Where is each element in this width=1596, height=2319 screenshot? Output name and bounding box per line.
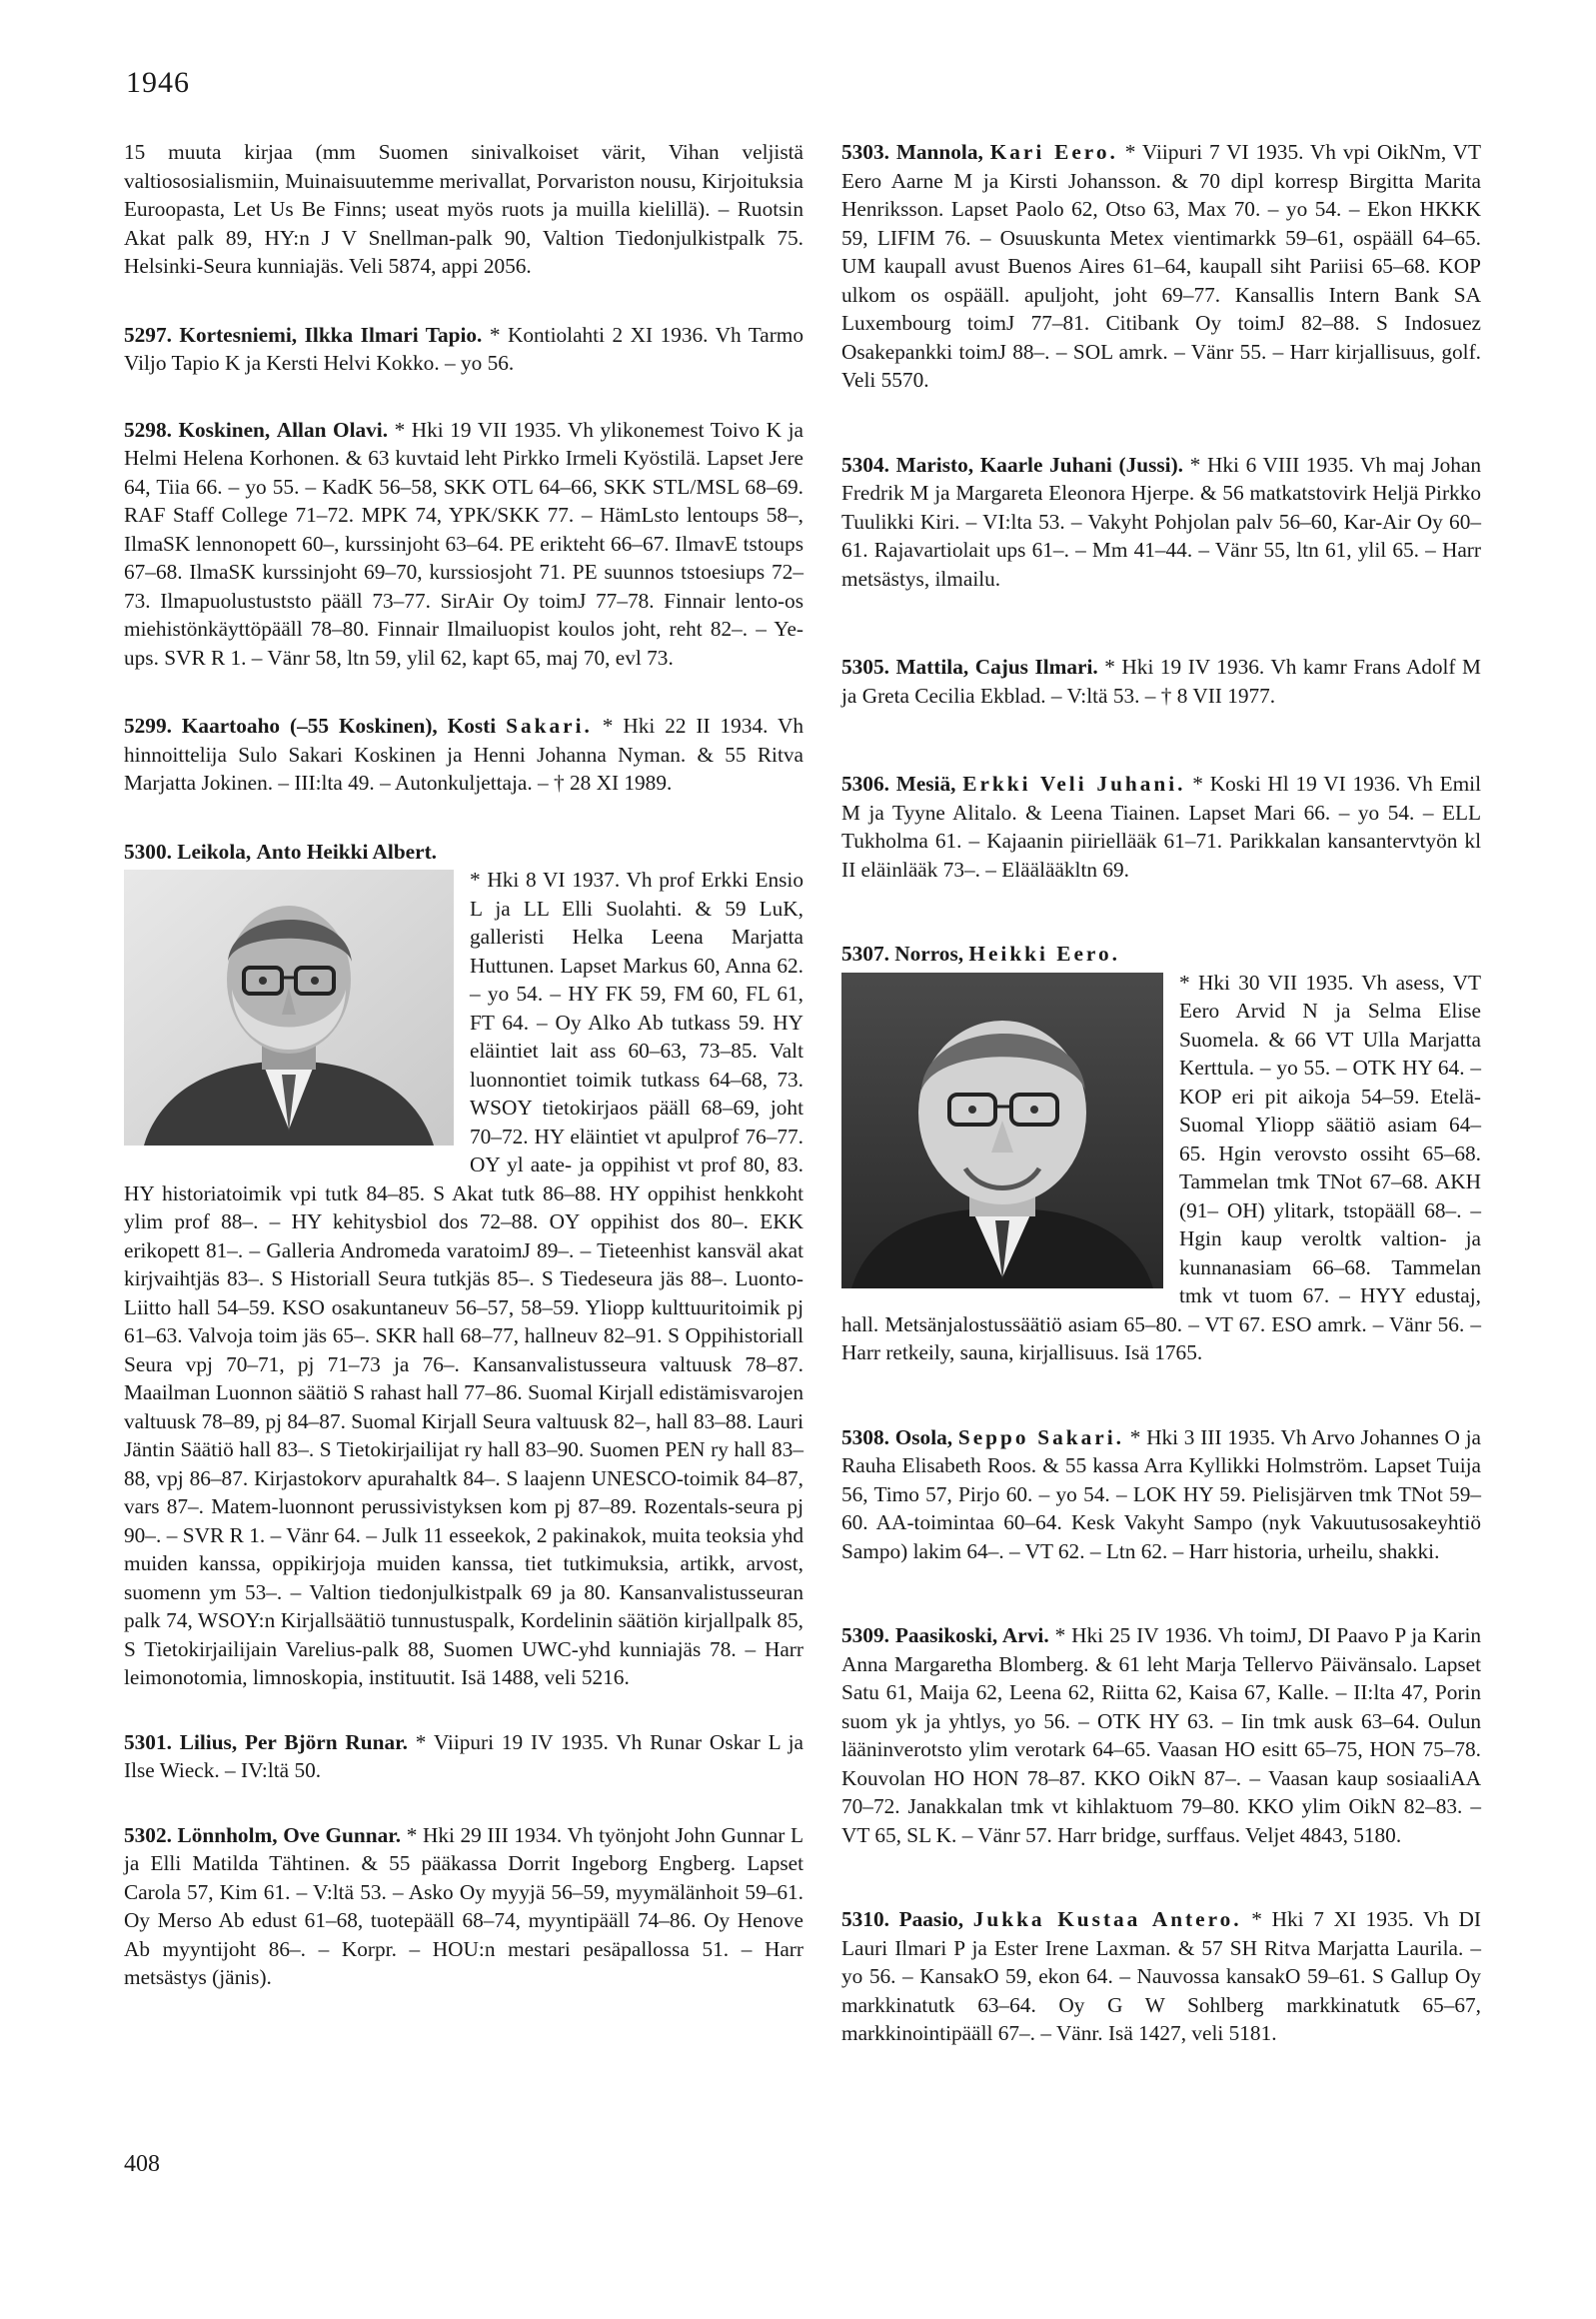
entry-given-names: Allan Olavi.	[276, 417, 389, 442]
entry-5310	[841, 1905, 1481, 2048]
entry-surname: Lönnholm,	[177, 1822, 278, 1847]
entry-surname: Mesiä,	[895, 772, 956, 796]
entry-5306	[841, 770, 1481, 884]
entry-number: 5301.	[124, 1729, 172, 1754]
entry-given-names: Seppo Sakari.	[957, 1424, 1124, 1449]
entry-surname: Koskinen,	[178, 417, 271, 442]
entry-text: * Hki 19 IV 1936. Vh kamr Frans Adolf M ja Greta Cecilia Ekblad. – V:ltä 53. – † 8 VII 1977.	[841, 655, 1481, 708]
entry-surname: Leikola,	[177, 839, 252, 864]
entry-number: 5299.	[124, 714, 172, 738]
entry-continued	[124, 138, 803, 281]
entry-surname: Osola,	[894, 1424, 953, 1449]
entry-surname: Kortesniemi,	[179, 322, 298, 347]
entry-surname: Lilius, Per Björn Runar.	[179, 1729, 408, 1754]
entry-surname: Norros,	[894, 942, 964, 966]
entry-text: 15 muuta kirjaa (mm Suomen sinivalkoiset värit, Vihan veljistä valtiososialismiin, Muinaisuutemme merivallat, Porvariston nousu, Kirjoituksia Euroopasta, Let Us Be Finns; useat myös ruots ja muilla kielillä). – Ruotsin Akat palk 89, HY:n J V Snellman-palk 90, Valtion Tiedonjulkistpalk 75. Helsinki-Seura kunniajäs. Veli 5874, appi 2056.	[124, 140, 803, 278]
entry-given-names: Sakari.	[506, 714, 593, 738]
entry-text: * Hki 19 VII 1935. Vh ylikonemest Toivo K ja Helmi Helena Korhonen. & 63 kuvtaid leht Pirkko Irmeli Kyöstilä. Lapset Jere 64, Tiia 66. – yo 55. – KadK 56–58, SKK OTL 64–66, SKK STL/MSL 68–69. RAF Staff College 71–72. MPK 74, YPK/SKK 77. – HämLsto lentoups 58–, IlmaSK lennonopett 60–, kurssinjoht 63–64. PE erikteht 66–67. IlmavE tstoups 67–68. IlmaSK kurssinjoht 69–70, kurssiosjoht 71. PE suunnos tstoesiups 72–73. Ilmapuolustuststo pääll 73–77. SirAir Oy toimJ 77–78. Finnair lento-os miehistönkäyttöpääll 78–80. Finnair Ilmailuopist koulos joht, reht 82–. – Ye-ups. SVR R 1. – Vänr 58, ltn 59, ylil 62, kapt 65, maj 70, evl 73.	[124, 417, 803, 670]
entry-text: * Hki 30 VII 1935. Vh asess, VT Eero Arvid N ja Selma Elise Suomela. & 66 VT Ulla Marjatta Kerttula. – yo 55. – OTK HY 64. – KOP eri pit aikoja 54–59. Etelä-Suomal Yliopp säätiö asiam 64–65. Hgin verovsto ossiht 65–68. Tammelan tmk TNot 67–68. AKH (91– OH) ylitark, tstopääll 68–. – Hgin kaup veroltk valtion- ja kunnanasiam 66–68. Tammelan tmk vt tuom 67. – HYY edustaj, hall. Metsänjalostussäätiö asiam 65–80. – VT 67. ESO amrk. – Vänr 56. – Harr retkeily, sauna, kirjallisuus. Isä 1765.	[841, 970, 1481, 1364]
entry-number: 5300.	[124, 839, 172, 864]
portrait-photo	[124, 870, 454, 1146]
entry-text: * Hki 3 III 1935. Vh Arvo Johannes O ja Rauha Elisabeth Roos. & 55 kassa Arra Kyllikki Holmström. Lapset Tuija 56, Timo 57, Pirjo 60. – yo 54. – LOK HY 59. Pielisjärven tmk TNot 59–60. AA-toimintaa 60–64. Kesk Vakyht Sampo (nyk Vakuutusosakeyhtiö Sampo) lakim 64–. – VT 62. – Ltn 62. – Harr historia, urheilu, shakki.	[841, 1424, 1482, 1563]
page-number: 408	[124, 2151, 160, 2177]
entry-text: * Hki 22 II 1934. Vh hinnoittelija Sulo Sakari Koskinen ja Henni Johanna Nyman. & 55 Ritva Marjatta Jokinen. – III:lta 49. – Autonkuljettaja. – † 28 XI 1989.	[124, 714, 804, 795]
portrait-photo	[841, 973, 1163, 1288]
entry-given-names: Heikki Eero.	[968, 942, 1120, 966]
entry-surname: Maristo, Kaarle Juhani (Jussi).	[895, 452, 1183, 477]
entry-given-names: Ilkka Ilmari Tapio.	[304, 322, 483, 347]
entry-given-names: Ove Gunnar.	[283, 1822, 402, 1847]
entry-5303	[841, 138, 1481, 395]
entry-surname: Paasikoski, Arvi.	[894, 1623, 1049, 1647]
entry-text: * Hki 25 IV 1936. Vh toimJ, DI Paavo P ja Karin Anna Margaretha Blomberg. & 61 leht Marja Tellervo Päivänsalo. Lapset Satu 61, Maija 62, Leena 62, Riitta 62, Kaisa 67, Kalle. – II:lta 47, Porin suom yk ja yhtlys, yo 56. – OTK HY 63. – Iin tmk ausk 63–64. Oulun lääninverotsto ylim verotark 64–65. Vaasan HO esitt 65–75, HON 75–78. Kouvolan HO HON 78–87. KKO OikN 87–. – Vaasan kaup sosiaaliAA 70–72. Janakkalan tmk vt kihlaktuom 79–80. KKO ylim OikN 82–83. – VT 65, SL K. – Vänr 57. Harr bridge, surffaus. Veljet 4843, 5180.	[841, 1623, 1482, 1847]
entry-number: 5309.	[841, 1623, 889, 1647]
entry-5307	[841, 940, 1481, 1367]
entry-surname: Kaartoaho (–55 Koskinen), Kosti	[181, 714, 497, 738]
entry-text: * Hki 7 XI 1935. Vh DI Lauri Ilmari P ja Ester Irene Laxman. & 57 SH Ritva Marjatta Laurila. – yo 56. – KansakO 59, ekon 64. – Nauvossa kansakO 59–61. S Gallup Oy markkinatutk 63–64. Oy G W Sohlberg markkinatutk 65–67, markkinointipääll 67–. – Vänr. Isä 1427, veli 5181.	[841, 1907, 1482, 2045]
left-column	[124, 138, 803, 2048]
entry-surname: Mattila, Cajus Ilmari.	[895, 655, 1098, 679]
entry-5305	[841, 653, 1481, 710]
entry-5302	[124, 1821, 803, 1992]
entry-number: 5303.	[841, 140, 889, 164]
entry-text: * Viipuri 19 IV 1935. Vh Runar Oskar L ja Ilse Wieck. – IV:ltä 50.	[124, 1729, 804, 1782]
entry-number: 5306.	[841, 772, 889, 796]
entry-given-names: Jukka Kustaa Antero.	[972, 1907, 1242, 1931]
entry-number: 5304.	[841, 452, 889, 477]
entry-text: * Koski Hl 19 VI 1936. Vh Emil M ja Tyyne Alitalo. & Leena Tiainen. Lapset Mari 66. – yo 54. – ELL Tukholma 61. – Kajaanin piiriellääk 61–71. Parikkalan kansantervtyön kl II eläinlääk 73–. – Eläälääkltn 69.	[841, 772, 1482, 882]
portrait-photo-image	[124, 870, 454, 1146]
entry-5300	[124, 838, 803, 1692]
entry-text: * Hki 6 VIII 1935. Vh maj Johan Fredrik M ja Margareta Eleonora Hjerpe. & 56 matkatstovirk Heljä Pirkko Tuulikki Kiri. – VI:lta 53. – Vakyht Pohjolan palv 56–60, Kar-Air Oy 60–61. Rajavartiolait ups 61–. – Mm 41–44. – Vänr 55, ltn 61, ylil 65. – Harr metsästys, ilmailu.	[841, 452, 1482, 591]
entry-text: * Hki 29 III 1934. Vh työnjoht John Gunnar L ja Elli Matilda Tähtinen. & 55 pääkassa Dorrit Ingeborg Engberg. Lapset Carola 57, Kim 61. – V:ltä 53. – Asko Oy myyjä 56–59, myymälänhoit 59–61. Oy Merso Ab edust 61–68, tuotepääll 68–74, myyntipääll 74–86. Oy Henove Ab myyntijoht 86–. – Korpr. – HOU:n mestari pesäpallossa 51. – Harr metsästys (jänis).	[124, 1822, 804, 1989]
entry-number: 5302.	[124, 1822, 172, 1847]
entry-5299	[124, 712, 803, 798]
entry-5308	[841, 1423, 1481, 1566]
entry-surname: Mannola,	[895, 140, 983, 164]
entry-number: 5308.	[841, 1424, 889, 1449]
entry-number: 5310.	[841, 1907, 889, 1931]
entry-text: * Viipuri 7 VI 1935. Vh vpi OikNm, VT Eero Aarne M ja Kirsti Johansson. & 70 dipl korresp Birgitta Marita Henriksson. Lapset Paolo 62, Otso 63, Max 70. – yo 54. – Ekon HKKK 59, LIFIM 76. – Osuuskunta Metex vientimarkk 59–61, ospääll 64–65. UM kaupall avust Buenos Aires 61–64, kaupall siht Pariisi 65–68. KOP ulkom os ospääll. apuljoht, joht 69–77. Kansallis Intern Bank SA Luxembourg toimJ 77–81. Citibank Oy toimJ 82–88. S Indosuez Osakepankki toimJ 88–. – SOL amrk. – Vänr 55. – Harr kirjallisuus, golf. Veli 5570.	[841, 140, 1482, 392]
entry-number: 5305.	[841, 655, 889, 679]
entry-5304	[841, 451, 1481, 594]
entry-number: 5307.	[841, 942, 889, 966]
entry-given-names: Kari Eero.	[989, 140, 1118, 164]
entry-5301	[124, 1728, 803, 1785]
entry-surname: Paasio,	[898, 1907, 964, 1931]
entry-number: 5297.	[124, 322, 172, 347]
entry-5298	[124, 416, 803, 673]
entry-given-names: Anto Heikki Albert.	[256, 839, 437, 864]
entry-5309	[841, 1621, 1481, 1849]
entry-given-names: Erkki Veli Juhani.	[962, 772, 1186, 796]
portrait-photo-image	[841, 973, 1163, 1288]
entry-number: 5298.	[124, 417, 172, 442]
right-column	[841, 138, 1481, 2104]
entry-text: * Kontiolahti 2 XI 1936. Vh Tarmo Viljo Tapio K ja Kersti Helvi Kokko. – yo 56.	[124, 322, 804, 375]
entry-text: * Hki 8 VI 1937. Vh prof Erkki Ensio L ja LL Elli Suolahti. & 59 LuK, galleristi Helka Leena Marjatta Huttunen. Lapset Markus 60, Anna 62. – yo 54. – HY FK 59, FM 60, FL 61, FT 64. – Oy Alko Ab tutkass 59. HY eläintiet lait ass 60–63, 73–85. Valt luonnontiet toimik tutkass 64–68, 73. WSOY tietokirjaos pääll 68–69, joht 70–72. HY eläintiet vt apulprof 76–77. OY yl aate- ja oppihist vt prof 80, 83. HY historiatoimik vpi tutk 84–85. S Akat tutk 86–88. HY oppihist henkkoht ylim prof 88–. – HY kehitysbiol dos 72–88. OY oppihist dos 80–. EKK erikopett 81–. – Galleria Andromeda varatoimJ 89–. – Tieteenhist kansväl akat kirjvaihtjäs 83–. S Historiall Seura tutkjäs 85–. S Tiedeseura jäs 88–. Luonto-Liitto hall 54–59. KSO osakuntaneuv 56–57, 58–59. Yliopp kulttuuritoimik pj 61–63. Valvoja toim jäs 65–. SKR hall 68–77, hallneuv 82–91. S Oppihistoriall Seura vpj 70–71, pj 71–73 ja 76–. Kansanvalistusseura valtuusk 78–87. Maailman Luonnon säätiö S rahast hall 77–86. Suomal Kirjall edistämisvarojen valtuusk 78–89, pj 84–87. Suomal Kirjall Seura valtuusk 82–, hall 83–88. Lauri Jäntin Säätiö hall 83–. S Tietokirjailijat ry hall 83–90. Suomen PEN ry hall 83–88, vpj 86–87. Kirjastokorv apurahaltk 84–. S laajenn UNESCO-toimik 84–87, vars 87–. Matem-luonnont perussivistyksen kom pj 87–89. Rozentals-seura pj 90–. – SVR R 1. – Vänr 64. – Julk 11 esseekok, 2 pakinakok, muita teoksia yhd muiden kanssa, oppikirjoja muiden kanssa, tiet tutkimuksia, artikk, arvost, suomenn ym 53–. – Valtion tiedonjulkistpalk 69 ja 80. Kansanvalistusseuran palk 74, WSOY:n Kirjallsäätiö tunnustuspalk, Kordelinin säätiön kirjallpalk 85, S Tietokirjailijain Varelius-palk 88, Suomen UWC-yhd kunniajäs 78. – Harr leimonotomia, limnoskopia, instituutit. Isä 1488, veli 5216.	[124, 868, 803, 1689]
running-head-year: 1946	[126, 66, 190, 99]
entry-5297	[124, 321, 803, 378]
